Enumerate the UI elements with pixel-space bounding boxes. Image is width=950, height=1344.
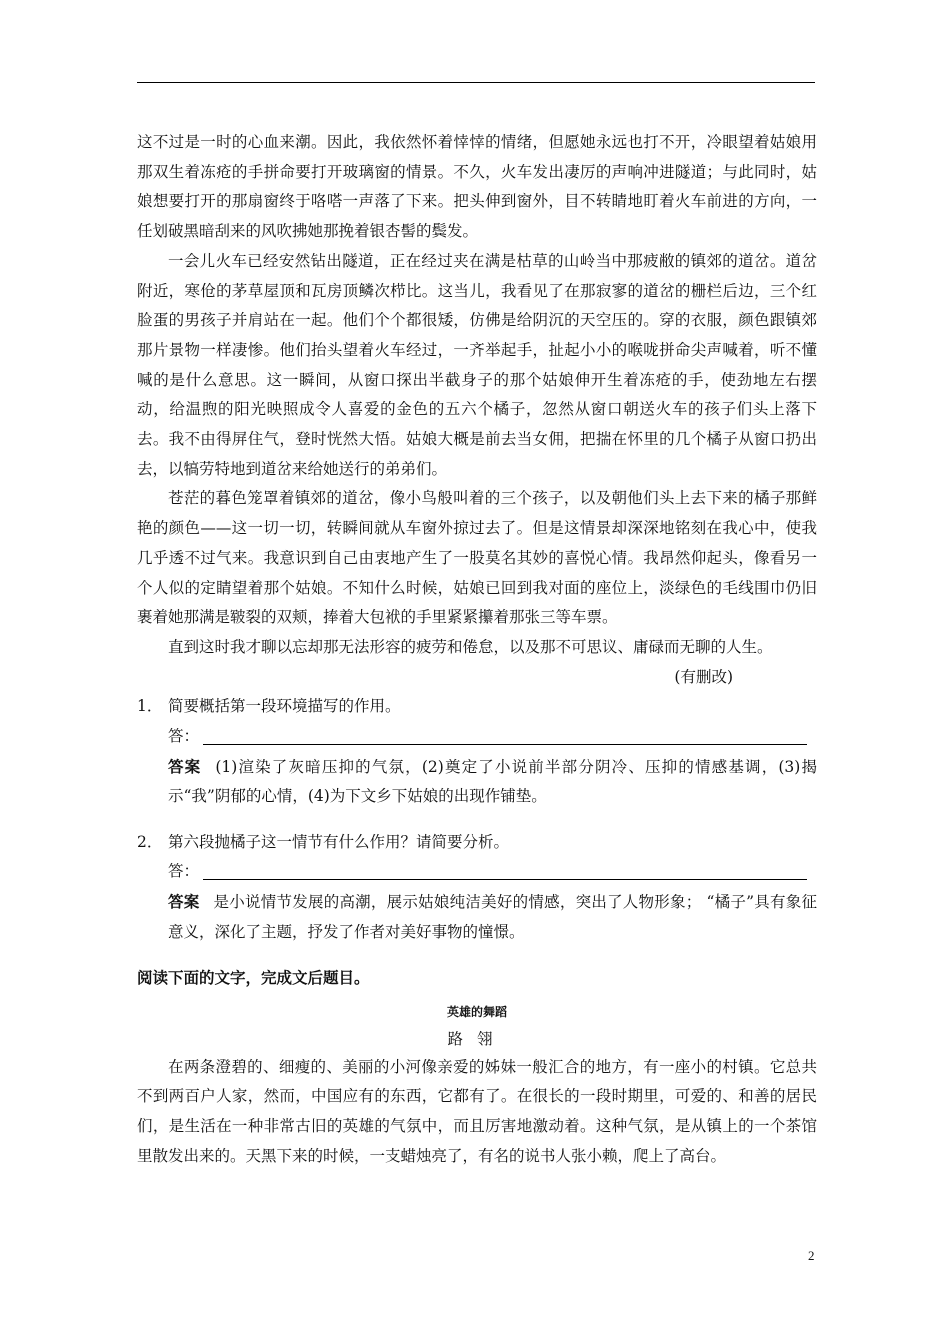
answer-line-2 bbox=[168, 857, 817, 887]
answer-1 bbox=[168, 752, 817, 812]
page-number: 2 bbox=[808, 1248, 815, 1263]
answer-text: (1)渲染了灰暗压抑的气氛，(2)奠定了小说前半部分阴冷、压抑的情感基调，(3)揭示“我”阴郁的心情，(4)为下文乡下姑娘的出现作铺垫。 bbox=[168, 757, 817, 806]
answer-prompt: 答： bbox=[168, 862, 200, 881]
question-number: 2． bbox=[137, 832, 163, 851]
passage-paragraph-1: 这不过是一时的心血来潮。因此，我依然怀着悻悻的情绪，但愿她永远也打不开，冷眼望着姑娘用那双生着冻疮的手拼命要打开玻璃窗的情景。不久，火车发出凄厉的声响冲进隧道；与此同时，姑娘想要打开的那扇窗终于咯嗒一声落了下来。把头伸到窗外，目不转睛地盯着火车前进的方向，一任划破黑暗刮来的风吹拂她那挽着银杏髻的鬓发。 bbox=[137, 133, 817, 241]
passage-paragraph-3: 苍茫的暮色笼罩着镇郊的道岔，像小鸟般叫着的三个孩子，以及朝他们头上去下来的橘子那鲜艳的颜色——这一切一切，转瞬间就从车窗外掠过去了。但是这情景却深深地铭刻在我心中，使我几乎透不过气来。我意识到自己由衷地产生了一股莫名其妙的喜悦心情。我昂然仰起头，像看另一个人似的定睛望着那个姑娘。不知什么时候，姑娘已回到我对面的座位上，淡绿色的毛线围巾仍旧裹着她那满是皲裂的双颊，捧着大包袱的手里紧紧攥着那张三等车票。 bbox=[137, 489, 817, 627]
document-body bbox=[137, 128, 817, 1172]
source-note: (有删改) bbox=[674, 667, 733, 686]
story-title: 英雄的舞蹈 bbox=[446, 1004, 507, 1019]
reading-instruction: 阅读下面的文字，完成文后题目。 bbox=[137, 967, 370, 987]
question-number: 1． bbox=[137, 697, 163, 716]
question-text: 第六段抛橘子这一情节有什么作用？请简要分析。 bbox=[168, 832, 510, 851]
passage-paragraph-2: 一会儿火车已经安然钻出隧道，正在经过夹在满是枯草的山岭当中那疲敝的镇郊的道岔。道岔附近，寒伧的茅草屋顶和瓦房顶鳞次栉比。这当儿，我看见了在那寂寥的道岔的栅栏后边，三个红脸蛋的男孩子并肩站在一起。他们个个都很矮，仿佛是给阴沉的天空压的。穿的衣服，颜色跟镇郊那片景物一样凄惨。他们抬头望着火车经过，一齐举起手，扯起小小的喉咙拼命尖声喊着，听不懂喊的是什么意思。这一瞬间，从窗口探出半截身子的那个姑娘伸开生着冻疮的手，使劲地左右摆动，给温煦的阳光映照成令人喜爱的金色的五六个橘子，忽然从窗口朝送火车的孩子们头上落下去。我不由得屏住气，登时恍然大悟。姑娘大概是前去当女佣，把揣在怀里的几个橘子从窗口扔出去，以犒劳特地到道岔来给她送行的弟弟们。 bbox=[137, 251, 817, 478]
header-rule bbox=[137, 82, 815, 83]
question-1 bbox=[137, 692, 817, 722]
question-2 bbox=[137, 828, 817, 858]
answer-blank bbox=[203, 861, 807, 880]
answer-prompt: 答： bbox=[168, 727, 200, 746]
passage-paragraph-4: 直到这时我才聊以忘却那无法形容的疲劳和倦怠，以及那不可思议、庸碌而无聊的人生。 bbox=[168, 637, 773, 656]
answer-text: 是小说情节发展的高潮，展示姑娘纯洁美好的情感，突出了人物形象； “橘子”具有象征意义，深化了主题，抒发了作者对美好事物的憧憬。 bbox=[168, 893, 817, 941]
story-paragraph-1: 在两条澄碧的、细瘦的、美丽的小河像亲爱的姊妹一般汇合的地方，有一座小的村镇。它总共不到两百户人家，然而，中国应有的东西，它都有了。在很长的一段时期里，可爱的、和善的居民们，是生活在一种非常古旧的英雄的气氛中，而且厉害地激动着。这种气氛，是从镇上的一个茶馆里散发出来的。天黑下来的时候，一支蜡烛亮了，有名的说书人张小赖，爬上了高台。 bbox=[137, 1057, 817, 1165]
answer-blank bbox=[203, 726, 807, 745]
answer-tag: 答案 bbox=[168, 892, 200, 912]
answer-tag: 答案 bbox=[168, 756, 202, 776]
answer-line-1 bbox=[168, 722, 817, 752]
story-author: 路翎 bbox=[447, 1029, 507, 1048]
answer-2 bbox=[168, 887, 817, 947]
question-text: 简要概括第一段环境描写的作用。 bbox=[168, 697, 401, 716]
